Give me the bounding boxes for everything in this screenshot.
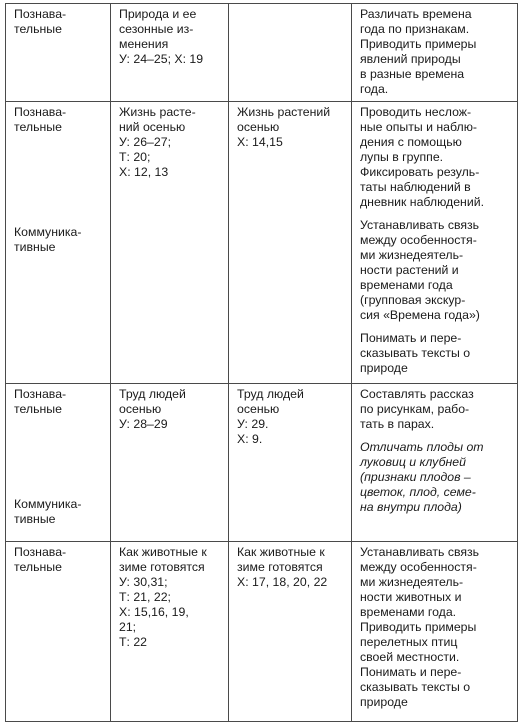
text-line: Познава- (14, 545, 67, 559)
text-line: ные опыты и наблю- (360, 120, 478, 134)
text-line: Приводить примеры (360, 37, 477, 51)
text-line: осенью (237, 402, 280, 416)
extra-topic-cell (229, 384, 352, 542)
uud-type-primary (14, 545, 106, 575)
text-line: (признаки плодов – (360, 470, 471, 484)
text-line: Х: 17, 18, 20, 22 (237, 575, 328, 589)
text-line: Т: 20; (119, 150, 151, 164)
text-line: по рисункам, рабо- (360, 402, 470, 416)
text-line: Труд людей (237, 387, 304, 401)
topic-cell (111, 384, 229, 542)
text-line: Понимать и пере- (360, 665, 462, 679)
text-line: осенью (237, 120, 280, 134)
text-line: сказывать тексты о (360, 346, 471, 360)
text-line: Х: 9. (237, 432, 263, 446)
activity-paragraph (360, 218, 513, 323)
activities-cell (352, 4, 518, 102)
text-line: (групповая экскур- (360, 293, 466, 307)
topic-cell (111, 102, 229, 384)
text-line: временами года. (360, 605, 457, 619)
table-row (6, 4, 518, 102)
text-line: ми жизнедеятель- (360, 248, 464, 262)
text-line: тивные (14, 240, 56, 254)
text-line: Устанавливать связь (360, 545, 480, 559)
text-line: Понимать и пере- (360, 331, 462, 345)
text-line: 21; (119, 620, 137, 634)
text-line: временами года (360, 278, 453, 292)
text-line: дения с помощью (360, 135, 462, 149)
text-line: ний осенью (119, 120, 186, 134)
text-line: Приводить примеры (360, 620, 477, 634)
text-line: Познава- (14, 387, 67, 401)
text-line: осенью (119, 402, 162, 416)
text-line: ности растений и (360, 263, 459, 277)
text-line: сия «Времена года») (360, 308, 480, 322)
extra-topic-cell (229, 102, 352, 384)
uud-type-cell (6, 102, 111, 384)
lesson-plan-table (5, 3, 518, 722)
text-line: тельные (14, 402, 62, 416)
text-line: тельные (14, 22, 62, 36)
activity-paragraph (360, 331, 513, 376)
text-line: Фиксировать резуль- (360, 165, 480, 179)
text-line: Жизнь растений (237, 105, 331, 119)
text-line: природе (360, 361, 408, 375)
text-line: тельные (14, 560, 62, 574)
text-line: явлений природы (360, 52, 461, 66)
text-line: Устанавливать связь (360, 218, 480, 232)
text-line: лупы в группе. (360, 150, 444, 164)
text-line: Т: 21, 22; (119, 590, 171, 604)
activity-paragraph (360, 105, 513, 210)
uud-type-secondary (14, 497, 81, 527)
text-line: У: 26–27; (119, 135, 171, 149)
table-row (6, 102, 518, 384)
activity-paragraph (360, 545, 513, 710)
text-line: У: 24–25; Х: 19 (119, 52, 204, 66)
activities-cell (352, 542, 518, 722)
text-line: Т: 22 (119, 635, 148, 649)
text-line: Проводить неслож- (360, 105, 472, 119)
text-line: перелетных птиц (360, 635, 458, 649)
activity-paragraph (360, 387, 513, 432)
extra-topic-cell (229, 4, 352, 102)
table-row (6, 542, 518, 722)
text-line: природе (360, 695, 408, 709)
text-line: Как животные к (119, 545, 207, 559)
text-line: Труд людей (119, 387, 186, 401)
text-line: между особенностя- (360, 560, 477, 574)
text-line: Х: 15,16, 19, (119, 605, 189, 619)
text-line: Х: 14,15 (237, 135, 283, 149)
text-line: своей местности. (360, 650, 460, 664)
uud-type-cell (6, 542, 111, 722)
text-line: менения (119, 37, 169, 51)
text-line: года. (360, 82, 389, 96)
uud-type-primary (14, 7, 106, 37)
table-body (6, 4, 518, 722)
text-line: сказывать тексты о (360, 680, 471, 694)
text-line: зиме готовятся (237, 560, 323, 574)
text-line: сезонные из- (119, 22, 194, 36)
text-line: У: 29. (237, 417, 269, 431)
activity-paragraph (360, 7, 513, 97)
text-line: года по признакам. (360, 22, 470, 36)
activities-cell (352, 384, 518, 542)
extra-topic-cell (229, 542, 352, 722)
text-line: Отличать плоды от (360, 440, 484, 454)
table-row (6, 384, 518, 542)
text-line: Составлять рассказ (360, 387, 474, 401)
activity-paragraph (360, 440, 513, 515)
uud-type-primary (14, 387, 106, 417)
text-line: Познава- (14, 105, 67, 119)
uud-type-cell (6, 4, 111, 102)
uud-type-primary (14, 105, 106, 135)
text-line: тивные (14, 512, 56, 526)
text-line: ности животных и (360, 590, 462, 604)
text-line: в разные времена (360, 67, 465, 81)
text-line: ми жизнедеятель- (360, 575, 464, 589)
text-line: Жизнь расте- (119, 105, 196, 119)
uud-type-secondary (14, 225, 81, 255)
text-line: тельные (14, 120, 62, 134)
text-line: на внутри плода) (360, 500, 462, 514)
text-line: Природа и ее (119, 7, 197, 21)
text-line: между особенностя- (360, 233, 477, 247)
text-line: У: 28–29 (119, 417, 168, 431)
text-line: Х: 12, 13 (119, 165, 169, 179)
text-line: У: 30,31; (119, 575, 168, 589)
text-line: Различать времена (360, 7, 472, 21)
text-line: тать в парах. (360, 417, 435, 431)
text-line: Как животные к (237, 545, 325, 559)
topic-cell (111, 4, 229, 102)
topic-cell (111, 542, 229, 722)
text-line: таты наблюдений в (360, 180, 471, 194)
text-line: Коммуника- (14, 225, 82, 239)
text-line: дневник наблюдений. (360, 195, 485, 209)
text-line: зиме готовятся (119, 560, 205, 574)
activities-cell (352, 102, 518, 384)
text-line: цветок, плод, семе- (360, 485, 476, 499)
text-line: луковиц и клубней (360, 455, 466, 469)
uud-type-cell (6, 384, 111, 542)
text-line: Коммуника- (14, 497, 82, 511)
text-line: Познава- (14, 7, 67, 21)
